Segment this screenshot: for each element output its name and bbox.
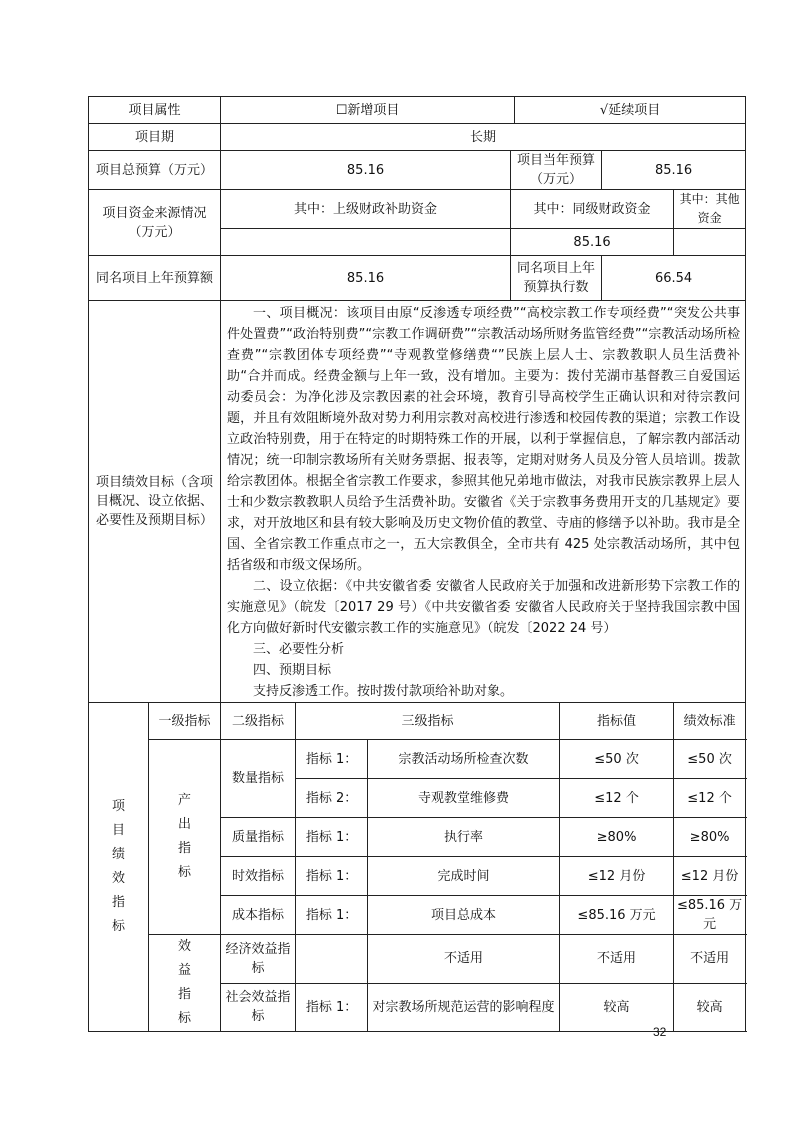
performance-goal-text <box>221 301 746 703</box>
timeliness-value: ≤12 月份 <box>560 857 674 896</box>
header-level2: 二级指标 <box>221 703 296 740</box>
goal-basis: 二、设立依据：《中共安徽省委 安徽省人民政府关于加强和改进新形势下宗教工作的实施意见》（皖发〔2017 29 号）《中共安徽省委 安徽省人民政府关于坚持我国宗教中国化方向做好新时代安徽宗教工作的实施意见》（皖发〔2022 24 号） <box>227 579 741 636</box>
social-standard: 较高 <box>674 983 746 1032</box>
economic-index <box>296 935 368 984</box>
quality-indicators-label: 质量指标 <box>221 818 296 857</box>
economic-standard: 不适用 <box>674 935 746 984</box>
prev-exec-label: 同名项目上年预算执行数 <box>511 256 602 301</box>
prev-budget-label: 同名项目上年预算额 <box>89 256 221 301</box>
quality-name: 执行率 <box>368 818 560 857</box>
period-label: 项目期 <box>89 124 221 151</box>
cost-value: ≤85.16 万元 <box>560 896 674 935</box>
cost-name: 项目总成本 <box>368 896 560 935</box>
project-performance-table <box>88 96 746 1032</box>
quantity-1-value: ≤50 次 <box>560 740 674 779</box>
quantity-2-name: 寺观教堂维修费 <box>368 779 560 818</box>
total-budget-value: 85.16 <box>221 151 511 190</box>
year-budget-label: 项目当年预算（万元） <box>511 151 602 190</box>
attr-label: 项目属性 <box>89 97 221 124</box>
quantity-2-value: ≤12 个 <box>560 779 674 818</box>
goal-overview: 一、项目概况：该项目由原“反渗透专项经费”“高校宗教工作专项经费”“突发公共事件处置费”“政治特别费”“宗教工作调研费”“宗教活动场所财务监管经费”“宗教活动场所检查费”“宗教团体专项经费”“寺观教堂修缮费“”民族上层人士、宗教教职人员生活费补助“合并而成。经费金额与上年一致，没有增加。主要为：拨付芜湖市基督教三自爱国运动委员会：为净化涉及宗教因素的社会环境，教育引导高校学生正确认识和对待宗教问题，并且有效阻断境外敌对势力利用宗教对高校进行渗透和校园传教的渠道；宗教工作设立政治特别费，用于在特定的时期特殊工作的开展，以利于掌握信息，了解宗教内部活动情况；统一印制宗教场所有关财务票据、报表等，定期对财务人员及分管人员培训。拨款给宗教团体。根据全省宗教工作要求，参照其他兄弟地市做法，对我市民族宗教界上层人士和少数宗教教职人员给予生活费补助。安徽省《关于宗教事务费用开支的几基规定》要求，对开放地区和县有较大影响及历史文物价值的教堂、寺庙的修缮予以补助。我市是全国、全省宗教工作重点市之一，五大宗教俱全，全市共有 425 处宗教活动场所，其中包括省级和市级文保场所。 <box>227 306 741 573</box>
header-level3: 三级指标 <box>296 703 560 740</box>
performance-goal-label: 项目绩效目标（含项目概况、设立依据、必要性及预期目标） <box>89 301 221 703</box>
quantity-1-index: 指标 1： <box>296 740 368 779</box>
year-budget-value: 85.16 <box>602 151 746 190</box>
total-budget-label: 项目总预算（万元） <box>89 151 221 190</box>
economic-indicators-label: 经济效益指标 <box>221 935 296 984</box>
benefit-indicators-label: 效 益 指 标 <box>149 935 221 1032</box>
timeliness-indicators-label: 时效指标 <box>221 857 296 896</box>
row-project-period <box>89 124 746 151</box>
quality-standard: ≥80% <box>674 818 746 857</box>
row-economic-benefit <box>89 935 746 984</box>
page-number: 32 <box>653 1025 667 1039</box>
goal-necessity: 三、必要性分析 <box>253 642 345 657</box>
social-indicators-label: 社会效益指标 <box>221 983 296 1032</box>
quantity-2-index: 指标 2： <box>296 779 368 818</box>
header-standard: 绩效标准 <box>674 703 746 740</box>
row-total-budget <box>89 151 746 190</box>
fund-other-value <box>674 229 746 256</box>
header-value: 指标值 <box>560 703 674 740</box>
header-level1: 一级指标 <box>149 703 221 740</box>
goal-expected-detail: 支持反渗透工作。按时拨付款项给补助对象。 <box>253 684 514 699</box>
timeliness-name: 完成时间 <box>368 857 560 896</box>
fund-other-label: 其中：其他资金 <box>674 190 746 229</box>
quality-index: 指标 1： <box>296 818 368 857</box>
prev-exec-value: 66.54 <box>602 256 746 301</box>
fund-same-value: 85.16 <box>511 229 674 256</box>
social-name: 对宗教场所规范运营的影响程度 <box>368 983 560 1032</box>
quantity-1-name: 宗教活动场所检查次数 <box>368 740 560 779</box>
timeliness-index: 指标 1： <box>296 857 368 896</box>
social-index: 指标 1： <box>296 983 368 1032</box>
row-quantity-1 <box>89 740 746 779</box>
row-project-attribute <box>89 97 746 124</box>
fund-same-label: 其中：同级财政资金 <box>511 190 674 229</box>
row-performance-goal <box>89 301 746 703</box>
cost-indicators-label: 成本指标 <box>221 896 296 935</box>
cost-index: 指标 1： <box>296 896 368 935</box>
cost-standard: ≤85.16 万元 <box>674 896 746 935</box>
prev-budget-value: 85.16 <box>221 256 511 301</box>
quantity-indicators-label: 数量指标 <box>221 740 296 818</box>
fund-upper-value <box>221 229 511 256</box>
quality-value: ≥80% <box>560 818 674 857</box>
social-value: 较高 <box>560 983 674 1032</box>
quantity-1-standard: ≤50 次 <box>674 740 746 779</box>
performance-indicators-side-label: 项 目 绩 效 指 标 <box>89 703 149 1032</box>
timeliness-standard: ≤12 月份 <box>674 857 746 896</box>
fund-upper-label: 其中：上级财政补助资金 <box>221 190 511 229</box>
fund-source-label: 项目资金来源情况（万元） <box>89 190 221 256</box>
quantity-2-standard: ≤12 个 <box>674 779 746 818</box>
row-fund-source-headers <box>89 190 746 229</box>
economic-name: 不适用 <box>368 935 560 984</box>
goal-expected: 四、预期目标 <box>253 663 332 678</box>
attr-new-checkbox: ☐新增项目 <box>221 97 515 124</box>
row-indicator-headers <box>89 703 746 740</box>
attr-continue-checkbox: √延续项目 <box>515 97 746 124</box>
row-previous-year <box>89 256 746 301</box>
economic-value: 不适用 <box>560 935 674 984</box>
output-indicators-label: 产 出 指 标 <box>149 740 221 935</box>
period-value: 长期 <box>221 124 746 151</box>
